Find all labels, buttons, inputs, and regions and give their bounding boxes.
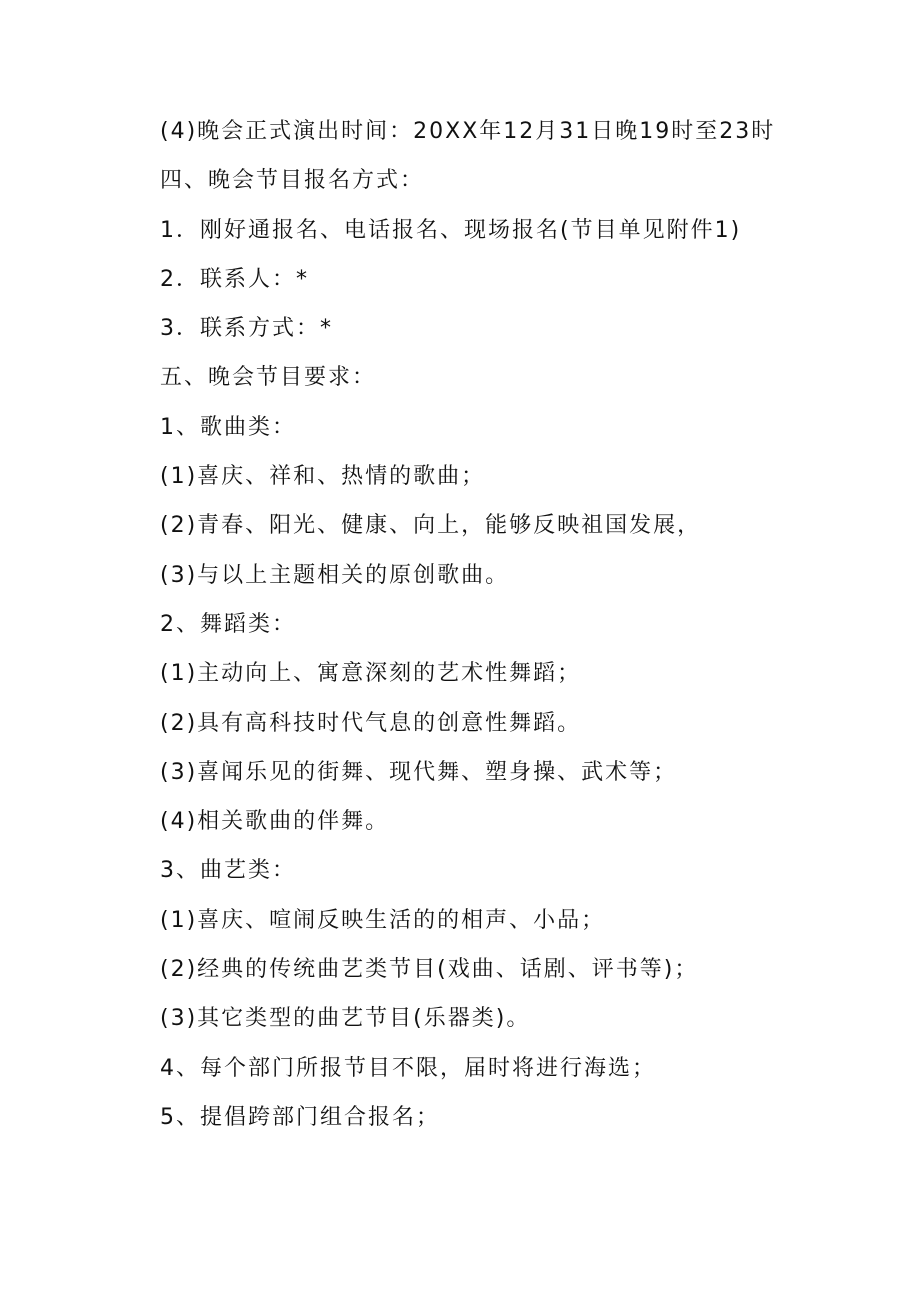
- requirement-item-5: 5、提倡跨部门组合报名；: [160, 1104, 440, 1130]
- quyi-item-1: (1)喜庆、喧闹反映生活的的相声、小品；: [160, 907, 606, 933]
- category-heading-quyi: 3、曲艺类：: [160, 858, 296, 884]
- requirement-item-4: 4、每个部门所报节目不限，届时将进行海选；: [160, 1055, 656, 1081]
- quyi-item-2: (2)经典的传统曲艺类节目(戏曲、话剧、评书等)；: [160, 957, 699, 983]
- dance-item-2: (2)具有高科技时代气息的创意性舞蹈。: [160, 710, 582, 736]
- quyi-item-3: (3)其它类型的曲艺节目(乐器类)。: [160, 1006, 531, 1032]
- category-heading-dance: 2、舞蹈类：: [160, 611, 296, 637]
- contact-method-item: 3．联系方式：*: [160, 316, 333, 342]
- document-body: [160, 107, 880, 1142]
- section-heading-registration: 四、晚会节目报名方式：: [160, 168, 425, 194]
- dance-item-4: (4)相关歌曲的伴舞。: [160, 809, 390, 835]
- section-heading-requirements: 五、晚会节目要求：: [160, 365, 377, 391]
- dance-item-3: (3)喜闻乐见的街舞、现代舞、塑身操、武术等；: [160, 759, 678, 785]
- dance-item-1: (1)主动向上、寓意深刻的艺术性舞蹈；: [160, 661, 582, 687]
- registration-method-item: 1．刚好通报名、电话报名、现场报名(节目单见附件1): [160, 217, 742, 243]
- songs-item-3: (3)与以上主题相关的原创歌曲。: [160, 562, 510, 588]
- category-heading-songs: 1、歌曲类：: [160, 414, 296, 440]
- songs-item-2: (2)青春、阳光、健康、向上，能够反映祖国发展，: [160, 513, 702, 539]
- contact-person-item: 2．联系人：*: [160, 266, 309, 292]
- songs-item-1: (1)喜庆、祥和、热情的歌曲；: [160, 464, 486, 490]
- performance-time-line: (4)晚会正式演出时间：20XX年12月31日晚19时至23时: [160, 119, 776, 144]
